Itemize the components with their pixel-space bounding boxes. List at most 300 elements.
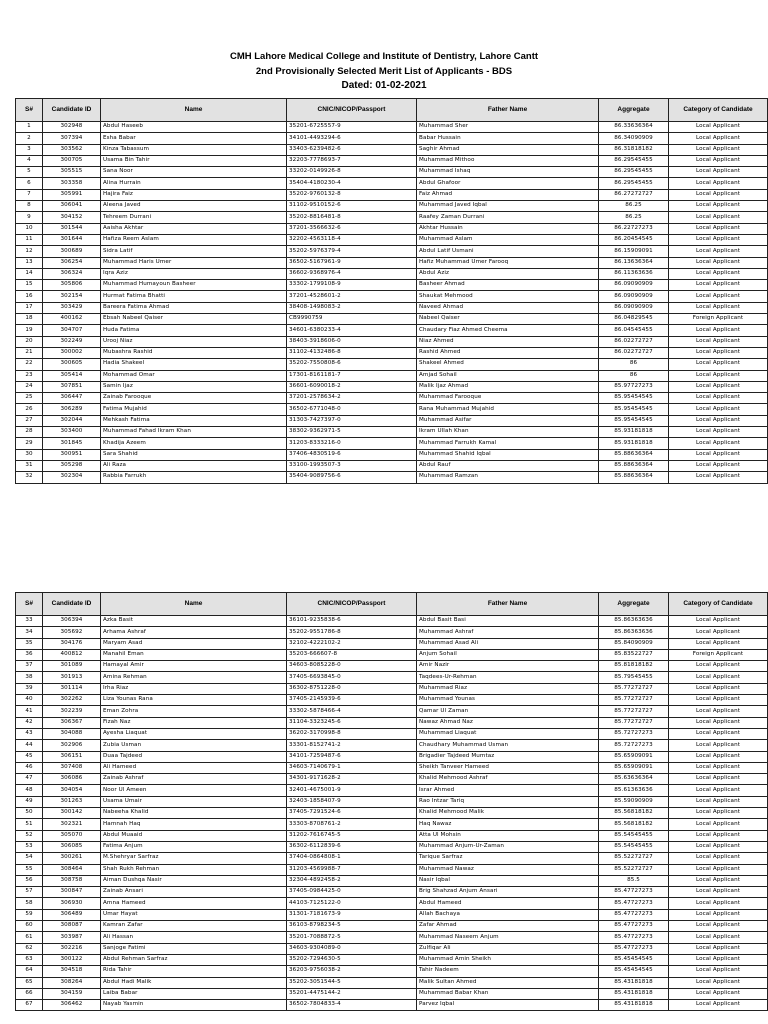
cell-name: Muhammad Humayoun Basheer [101, 280, 287, 291]
cell-serial: 39 [16, 683, 43, 694]
cell-cnic: 31104-3323245-6 [287, 717, 417, 728]
table-row [16, 943, 768, 954]
cell-father-name: Anjum Sohail [417, 649, 599, 660]
table-row [16, 649, 768, 660]
cell-serial: 59 [16, 909, 43, 920]
cell-father-name: Babar Hussain [417, 133, 599, 144]
cell-aggregate: 86.29545455 [599, 178, 669, 189]
cell-father-name: Muhammad Ashraf [417, 627, 599, 638]
cell-cnic: 31102-9510152-6 [287, 201, 417, 212]
cell-serial: 40 [16, 695, 43, 706]
cell-cnic: 35404-9089756-6 [287, 472, 417, 483]
table-row [16, 909, 768, 920]
cell-serial: 9 [16, 212, 43, 223]
cell-aggregate: 85.45454545 [599, 966, 669, 977]
cell-serial: 37 [16, 661, 43, 672]
cell-aggregate: 86.25 [599, 212, 669, 223]
table-row [16, 381, 768, 392]
cell-cnic: 35202-3051544-5 [287, 977, 417, 988]
cell-cnic: 37405-0984425-0 [287, 887, 417, 898]
cell-name: Hafiza Reem Aslam [101, 234, 287, 245]
cell-category: Local Applicant [669, 201, 768, 212]
cell-name: Rida Tahir [101, 966, 287, 977]
col-header-name: Name [101, 99, 287, 122]
table-row [16, 144, 768, 155]
cell-cnic: 35202-8816481-8 [287, 212, 417, 223]
col-header-serial: S# [16, 593, 43, 616]
cell-father-name: Muhammad Liaquat [417, 728, 599, 739]
cell-aggregate: 85.47727273 [599, 909, 669, 920]
cell-category: Local Applicant [669, 638, 768, 649]
cell-father-name: Khalid Mehmood Ashraf [417, 774, 599, 785]
list-date: Dated: 01-02-2021 [341, 80, 427, 91]
cell-candidate-id: 304088 [43, 728, 101, 739]
table-row [16, 616, 768, 627]
cell-aggregate: 85.47727273 [599, 921, 669, 932]
cell-name: Maryam Asad [101, 638, 287, 649]
cell-cnic: 34101-4493294-6 [287, 133, 417, 144]
cell-candidate-id: 308087 [43, 921, 101, 932]
cell-candidate-id: 308758 [43, 875, 101, 886]
cell-aggregate: 85.43181818 [599, 988, 669, 999]
cell-father-name: Malik Ijaz Ahmad [417, 381, 599, 392]
cell-candidate-id: 306289 [43, 404, 101, 415]
cell-aggregate: 86.09090909 [599, 302, 669, 313]
table-row [16, 762, 768, 773]
cell-name: Khadija Azeem [101, 438, 287, 449]
cell-name: Amina Rehman [101, 672, 287, 683]
cell-category: Local Applicant [669, 774, 768, 785]
cell-serial: 27 [16, 415, 43, 426]
cell-aggregate: 85.88636364 [599, 449, 669, 460]
cell-serial: 47 [16, 774, 43, 785]
cell-cnic: 33302-5878466-4 [287, 706, 417, 717]
cell-cnic: 34603-8085228-0 [287, 661, 417, 672]
cell-category: Local Applicant [669, 144, 768, 155]
table-row [16, 201, 768, 212]
cell-father-name: Zafar Ahmad [417, 921, 599, 932]
cell-serial: 33 [16, 616, 43, 627]
cell-category: Local Applicant [669, 438, 768, 449]
cell-name: Fatima Anjum [101, 841, 287, 852]
cell-cnic: 31102-4132486-8 [287, 347, 417, 358]
cell-candidate-id: 301263 [43, 796, 101, 807]
cell-father-name: Abdul Ghafoor [417, 178, 599, 189]
cell-father-name: Chaudhary Muhammad Usman [417, 740, 599, 751]
cell-serial: 34 [16, 627, 43, 638]
cell-candidate-id: 300605 [43, 359, 101, 370]
cell-serial: 63 [16, 954, 43, 965]
cell-name: Aaisha Akhtar [101, 223, 287, 234]
cell-cnic: 38403-3918606-0 [287, 336, 417, 347]
cell-category: Local Applicant [669, 977, 768, 988]
table-row [16, 302, 768, 313]
table-row [16, 661, 768, 672]
cell-father-name: Rashid Ahmed [417, 347, 599, 358]
cell-serial: 32 [16, 472, 43, 483]
table-header-row [16, 99, 768, 122]
cell-name: Abdul Rehman Sarfraz [101, 954, 287, 965]
cell-cnic: 35202-5976379-4 [287, 246, 417, 257]
table-row [16, 1000, 768, 1011]
table-row [16, 155, 768, 166]
cell-category: Local Applicant [669, 728, 768, 739]
cell-name: Arhama Ashraf [101, 627, 287, 638]
cell-aggregate: 86.27272727 [599, 189, 669, 200]
cell-category: Local Applicant [669, 189, 768, 200]
cell-category: Local Applicant [669, 178, 768, 189]
cell-candidate-id: 308464 [43, 864, 101, 875]
cell-name: Usama Bin Tahir [101, 155, 287, 166]
cell-serial: 41 [16, 706, 43, 717]
cell-candidate-id: 400162 [43, 314, 101, 325]
cell-cnic: 37406-4830519-6 [287, 449, 417, 460]
cell-serial: 21 [16, 347, 43, 358]
cell-name: Zainab Farooque [101, 393, 287, 404]
cell-category: Local Applicant [669, 246, 768, 257]
cell-aggregate: 85.88636364 [599, 472, 669, 483]
cell-father-name: Haq Nawaz [417, 819, 599, 830]
cell-candidate-id: 300002 [43, 347, 101, 358]
cell-father-name: Qamar Ul Zaman [417, 706, 599, 717]
cell-candidate-id: 301913 [43, 672, 101, 683]
cell-name: Abdul Haseeb [101, 122, 287, 133]
cell-serial: 35 [16, 638, 43, 649]
cell-name: Sidra Latif [101, 246, 287, 257]
cell-father-name: Muhammad Ramzan [417, 472, 599, 483]
cell-cnic: 31301-7181673-9 [287, 909, 417, 920]
cell-serial: 58 [16, 898, 43, 909]
cell-father-name: Muhammad Ishaq [417, 167, 599, 178]
table-row [16, 370, 768, 381]
table-row [16, 347, 768, 358]
cell-candidate-id: 306489 [43, 909, 101, 920]
cell-category: Local Applicant [669, 347, 768, 358]
cell-candidate-id: 306324 [43, 268, 101, 279]
cell-cnic: 32403-1858407-9 [287, 796, 417, 807]
cell-father-name: Akhtar Hussain [417, 223, 599, 234]
cell-aggregate: 86.34090909 [599, 133, 669, 144]
cell-father-name: Abdul Basit Basi [417, 616, 599, 627]
cell-father-name: Nabeel Qaiser [417, 314, 599, 325]
cell-aggregate: 86.33636364 [599, 122, 669, 133]
cell-aggregate: 86.22727273 [599, 223, 669, 234]
cell-candidate-id: 304707 [43, 325, 101, 336]
cell-cnic: 32401-4675001-9 [287, 785, 417, 796]
cell-candidate-id: 305070 [43, 830, 101, 841]
cell-serial: 36 [16, 649, 43, 660]
cell-serial: 48 [16, 785, 43, 796]
cell-name: Mohammad Omar [101, 370, 287, 381]
cell-category: Local Applicant [669, 796, 768, 807]
cell-category: Local Applicant [669, 133, 768, 144]
cell-cnic: 33302-1799108-9 [287, 280, 417, 291]
table-row [16, 359, 768, 370]
table-row [16, 246, 768, 257]
cell-category: Local Applicant [669, 683, 768, 694]
cell-aggregate: 85.93181818 [599, 427, 669, 438]
cell-serial: 50 [16, 808, 43, 819]
cell-aggregate: 85.47727273 [599, 932, 669, 943]
cell-father-name: Muhammad Aslam [417, 234, 599, 245]
cell-candidate-id: 306462 [43, 1000, 101, 1011]
table-row [16, 706, 768, 717]
cell-candidate-id: 306085 [43, 841, 101, 852]
cell-aggregate: 86.29545455 [599, 155, 669, 166]
cell-category: Local Applicant [669, 449, 768, 460]
cell-candidate-id: 306394 [43, 616, 101, 627]
cell-aggregate: 85.56818182 [599, 819, 669, 830]
cell-aggregate: 86.04829545 [599, 314, 669, 325]
table-row [16, 336, 768, 347]
cell-candidate-id: 306041 [43, 201, 101, 212]
cell-candidate-id: 302044 [43, 415, 101, 426]
table-row [16, 122, 768, 133]
cell-candidate-id: 305991 [43, 189, 101, 200]
cell-serial: 10 [16, 223, 43, 234]
table-row [16, 875, 768, 886]
cell-name: Hamnah Haq [101, 819, 287, 830]
col-header-candidate-id: Candidate ID [43, 593, 101, 616]
cell-name: Hadia Shakeel [101, 359, 287, 370]
cell-father-name: Rao Intzar Tariq [417, 796, 599, 807]
col-header-candidate-id: Candidate ID [43, 99, 101, 122]
table-row [16, 740, 768, 751]
cell-serial: 60 [16, 921, 43, 932]
cell-candidate-id: 307394 [43, 133, 101, 144]
cell-father-name: Abdul Latif Usmani [417, 246, 599, 257]
cell-serial: 31 [16, 460, 43, 471]
cell-candidate-id: 301114 [43, 683, 101, 694]
table-row [16, 728, 768, 739]
cell-aggregate: 85.88636364 [599, 460, 669, 471]
cell-name: Hajira Faiz [101, 189, 287, 200]
cell-father-name: Raafey Zaman Durrani [417, 212, 599, 223]
cell-candidate-id: 300847 [43, 887, 101, 898]
table-row [16, 234, 768, 245]
cell-serial: 65 [16, 977, 43, 988]
cell-candidate-id: 302321 [43, 819, 101, 830]
col-header-serial: S# [16, 99, 43, 122]
cell-name: Abdul Muaaid [101, 830, 287, 841]
cell-aggregate: 85.95454545 [599, 393, 669, 404]
cell-serial: 18 [16, 314, 43, 325]
cell-father-name: Saghir Ahmad [417, 144, 599, 155]
cell-name: Abdul Hadi Malik [101, 977, 287, 988]
cell-candidate-id: 304152 [43, 212, 101, 223]
cell-category: Local Applicant [669, 740, 768, 751]
cell-candidate-id: 304176 [43, 638, 101, 649]
cell-candidate-id: 306447 [43, 393, 101, 404]
cell-aggregate: 85.52272727 [599, 853, 669, 864]
cell-serial: 43 [16, 728, 43, 739]
cell-cnic: 33301-8152741-2 [287, 740, 417, 751]
cell-candidate-id: 306367 [43, 717, 101, 728]
cell-candidate-id: 301544 [43, 223, 101, 234]
cell-category: Local Applicant [669, 954, 768, 965]
cell-father-name: Abdul Rauf [417, 460, 599, 471]
cell-father-name: Shaukat Mehmood [417, 291, 599, 302]
cell-name: Nayab Yasmin [101, 1000, 287, 1011]
cell-cnic: 37201-3566632-6 [287, 223, 417, 234]
cell-candidate-id: 306086 [43, 774, 101, 785]
cell-name: Duaa Tajdeed [101, 751, 287, 762]
table-row [16, 774, 768, 785]
cell-cnic: 36103-8798234-5 [287, 921, 417, 932]
cell-category: Local Applicant [669, 887, 768, 898]
col-header-father-name: Father Name [417, 593, 599, 616]
cell-name: Ayesha Liaquat [101, 728, 287, 739]
cell-name: Zainab Ansari [101, 887, 287, 898]
cell-aggregate: 86.02272727 [599, 336, 669, 347]
cell-candidate-id: 307408 [43, 762, 101, 773]
cell-serial: 5 [16, 167, 43, 178]
cell-candidate-id: 305298 [43, 460, 101, 471]
cell-name: Fatima Mujahid [101, 404, 287, 415]
cell-candidate-id: 303358 [43, 178, 101, 189]
table-row [16, 189, 768, 200]
cell-aggregate: 86.09090909 [599, 291, 669, 302]
cell-father-name: Muhammad Javed Iqbal [417, 201, 599, 212]
cell-father-name: Brig Shahzad Anjum Ansari [417, 887, 599, 898]
cell-category: Local Applicant [669, 212, 768, 223]
cell-cnic: 36203-9756038-2 [287, 966, 417, 977]
table-row [16, 966, 768, 977]
col-header-category: Category of Candidate [669, 99, 768, 122]
cell-name: Zainab Ashraf [101, 774, 287, 785]
table-row [16, 223, 768, 234]
cell-father-name: Muhammad Mithoo [417, 155, 599, 166]
list-title: 2nd Provisionally Selected Merit List of Applicants - BDS [255, 65, 513, 77]
cell-name: Ali Raza [101, 460, 287, 471]
table-row [16, 988, 768, 999]
cell-category: Local Applicant [669, 695, 768, 706]
cell-cnic: 36502-5167961-9 [287, 257, 417, 268]
cell-category: Local Applicant [669, 427, 768, 438]
table-row [16, 819, 768, 830]
cell-category: Local Applicant [669, 393, 768, 404]
cell-aggregate: 85.95454545 [599, 404, 669, 415]
cell-cnic: 31203-8333216-0 [287, 438, 417, 449]
cell-father-name: Amir Nazir [417, 661, 599, 672]
cell-father-name: Muhammad Younas [417, 695, 599, 706]
cell-candidate-id: 301089 [43, 661, 101, 672]
cell-cnic: 32304-4892458-2 [287, 875, 417, 886]
cell-father-name: Niaz Ahmed [417, 336, 599, 347]
cell-cnic: 35202-7294630-5 [287, 954, 417, 965]
cell-category: Local Applicant [669, 167, 768, 178]
cell-father-name: Ikram Ullah Khan [417, 427, 599, 438]
merit-table-1-body [16, 122, 768, 484]
cell-aggregate: 85.5 [599, 875, 669, 886]
cell-category: Local Applicant [669, 472, 768, 483]
cell-cnic: 34101-7259487-6 [287, 751, 417, 762]
cell-aggregate: 85.63636364 [599, 774, 669, 785]
cell-candidate-id: 302948 [43, 122, 101, 133]
college-title: CMH Lahore Medical College and Institute of Dentistry, Lahore Cantt [229, 51, 539, 62]
table-row [16, 932, 768, 943]
cell-aggregate: 85.45454545 [599, 954, 669, 965]
cell-name: Umar Hayat [101, 909, 287, 920]
cell-name: Alina Hurrain [101, 178, 287, 189]
cell-aggregate: 85.47727273 [599, 943, 669, 954]
table-row [16, 280, 768, 291]
col-header-aggregate: Aggregate [599, 593, 669, 616]
cell-serial: 45 [16, 751, 43, 762]
cell-name: Usama Umair [101, 796, 287, 807]
cell-serial: 64 [16, 966, 43, 977]
cell-name: Noor Ul Ameen [101, 785, 287, 796]
cell-name: Manahil Eman [101, 649, 287, 660]
cell-candidate-id: 303429 [43, 302, 101, 313]
cell-category: Local Applicant [669, 155, 768, 166]
cell-category: Local Applicant [669, 661, 768, 672]
cell-name: Kamran Zafar [101, 921, 287, 932]
cell-serial: 17 [16, 302, 43, 313]
cell-name: Shah Rukh Rehman [101, 864, 287, 875]
table-row [16, 291, 768, 302]
cell-aggregate: 86.04545455 [599, 325, 669, 336]
cell-father-name: Zulfiqar Ali [417, 943, 599, 954]
table-row [16, 751, 768, 762]
cell-category: Local Applicant [669, 875, 768, 886]
cell-father-name: Muhammad Asifar [417, 415, 599, 426]
cell-father-name: Israr Ahmed [417, 785, 599, 796]
cell-cnic: 35404-4180230-4 [287, 178, 417, 189]
merit-table-2-body [16, 616, 768, 1011]
cell-serial: 20 [16, 336, 43, 347]
cell-name: Huda Fatima [101, 325, 287, 336]
cell-name: Ebsah Nabeel Qaiser [101, 314, 287, 325]
table-row [16, 796, 768, 807]
cell-candidate-id: 400812 [43, 649, 101, 660]
cell-aggregate: 86.20454545 [599, 234, 669, 245]
cell-name: Sara Shahid [101, 449, 287, 460]
table-row [16, 427, 768, 438]
cell-cnic: 36601-6090018-2 [287, 381, 417, 392]
cell-category: Local Applicant [669, 864, 768, 875]
cell-name: Bareera Fatima Ahmad [101, 302, 287, 313]
cell-candidate-id: 304159 [43, 988, 101, 999]
cell-serial: 22 [16, 359, 43, 370]
cell-serial: 42 [16, 717, 43, 728]
cell-aggregate: 85.56818182 [599, 808, 669, 819]
cell-candidate-id: 306254 [43, 257, 101, 268]
merit-table-2 [15, 592, 768, 1011]
cell-category: Local Applicant [669, 359, 768, 370]
cell-candidate-id: 300122 [43, 954, 101, 965]
cell-name: Muhammad Fahad Ikram Khan [101, 427, 287, 438]
cell-serial: 26 [16, 404, 43, 415]
cell-cnic: 37201-2578634-2 [287, 393, 417, 404]
cell-father-name: Abdul Aziz [417, 268, 599, 279]
table-row [16, 683, 768, 694]
cell-aggregate: 85.83522727 [599, 649, 669, 660]
cell-category: Local Applicant [669, 415, 768, 426]
cell-candidate-id: 302906 [43, 740, 101, 751]
table-row [16, 921, 768, 932]
cell-category: Local Applicant [669, 223, 768, 234]
cell-serial: 46 [16, 762, 43, 773]
col-header-aggregate: Aggregate [599, 99, 669, 122]
cell-cnic: 33100-1993507-3 [287, 460, 417, 471]
cell-father-name: Rana Muhammad Mujahid [417, 404, 599, 415]
cell-cnic: 36202-3170998-8 [287, 728, 417, 739]
cell-father-name: Muhammad Anjum-Ur-Zaman [417, 841, 599, 852]
col-header-cnic: CNIC/NICOP/Passport [287, 99, 417, 122]
cell-serial: 55 [16, 864, 43, 875]
cell-father-name: Sheikh Tanveer Hameed [417, 762, 599, 773]
